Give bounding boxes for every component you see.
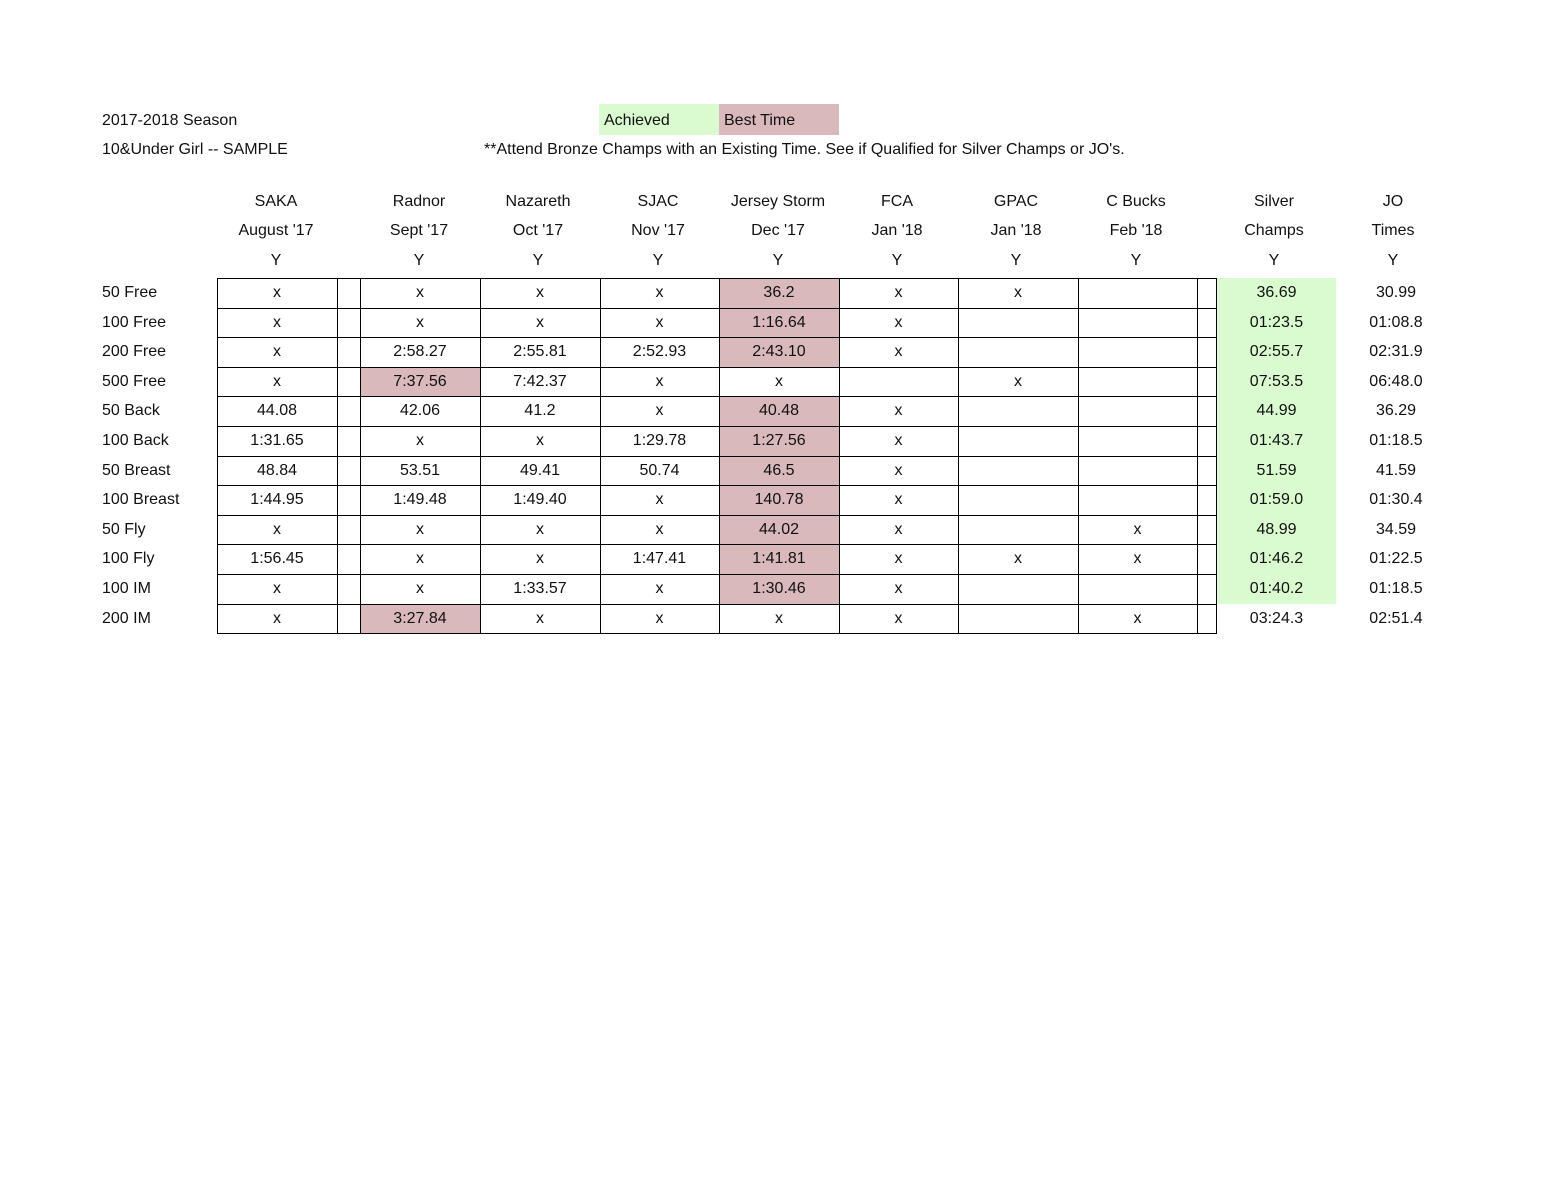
- column-date-4: Dec '17: [751, 222, 805, 239]
- table-cell: x: [416, 550, 424, 568]
- table-cell: [839, 367, 958, 397]
- column-flag-3: Y: [652, 252, 664, 269]
- table-cell: [1078, 337, 1197, 367]
- table-cell: 2:58.27: [393, 343, 447, 361]
- table-cell: 44.99: [1217, 396, 1336, 426]
- column-date-2: Oct '17: [512, 222, 564, 239]
- table-cell: [958, 396, 1078, 426]
- table-cell: 46.5: [719, 456, 839, 486]
- table-cell: 1:56.45: [250, 550, 304, 568]
- table-cell: x: [416, 313, 424, 331]
- event-label: 100 Breast: [102, 491, 180, 509]
- grid-line: [217, 396, 1217, 397]
- table-cell: x: [416, 580, 424, 597]
- table-cell: [1078, 456, 1197, 486]
- table-cell: 44.08: [256, 402, 298, 420]
- table-cell: x: [273, 520, 281, 538]
- grid-line: [217, 633, 1217, 634]
- column-flag-9: Y: [1387, 252, 1399, 269]
- table-cell: 01:23.5: [1217, 308, 1336, 338]
- table-cell: [958, 574, 1078, 604]
- table-cell: 2:43.10: [719, 337, 839, 367]
- table-cell: 36.2: [719, 278, 839, 308]
- table-cell: 53.51: [399, 461, 441, 479]
- table-cell: x: [894, 402, 903, 420]
- event-label: 100 Fly: [102, 550, 155, 568]
- season-label: 2017-2018 Season: [102, 112, 238, 129]
- column-name-5: FCA: [881, 193, 913, 210]
- table-cell: 01:18.5: [1369, 580, 1423, 597]
- table-cell: 1:41.81: [719, 544, 839, 574]
- table-cell: 140.78: [719, 485, 839, 515]
- table-cell: x: [655, 580, 664, 597]
- table-cell: x: [536, 284, 544, 301]
- table-cell: x: [273, 372, 281, 390]
- table-cell: x: [655, 372, 664, 390]
- grid-line: [217, 485, 1217, 486]
- table-cell: 7:37.56: [360, 367, 480, 397]
- event-label: 100 IM: [102, 580, 151, 597]
- table-cell: x: [416, 520, 424, 538]
- table-cell: [958, 426, 1078, 456]
- table-cell: 3:27.84: [360, 604, 480, 634]
- grid-line: [217, 515, 1217, 516]
- column-name-4: Jersey Storm: [730, 193, 826, 210]
- table-cell: 48.99: [1217, 515, 1336, 545]
- grid-line: [217, 308, 1217, 309]
- table-cell: 1:44.95: [250, 491, 304, 509]
- table-cell: 36.69: [1217, 278, 1336, 308]
- table-cell: [1078, 574, 1197, 604]
- table-cell: 50.74: [639, 461, 680, 479]
- table-cell: 01:18.5: [1369, 432, 1423, 449]
- column-flag-5: Y: [891, 252, 903, 269]
- table-cell: 42.06: [399, 402, 441, 420]
- table-cell: x: [1014, 550, 1022, 568]
- column-flag-0: Y: [270, 252, 282, 269]
- table-cell: 02:31.9: [1369, 343, 1423, 361]
- table-cell: 01:59.0: [1217, 485, 1336, 515]
- table-cell: x: [1133, 520, 1142, 538]
- table-cell: x: [536, 432, 544, 449]
- legend-best-time: Best Time: [719, 104, 839, 135]
- column-flag-2: Y: [532, 252, 544, 269]
- table-cell: [1078, 278, 1197, 308]
- table-cell: 02:55.7: [1217, 337, 1336, 367]
- event-label: 200 Free: [102, 343, 167, 361]
- table-cell: x: [894, 520, 903, 538]
- table-cell: 2:52.93: [632, 343, 687, 361]
- table-cell: 01:46.2: [1217, 544, 1336, 574]
- table-cell: [958, 485, 1078, 515]
- table-cell: x: [894, 284, 903, 301]
- table-cell: 1:27.56: [719, 426, 839, 456]
- column-flag-7: Y: [1130, 252, 1142, 269]
- table-cell: 2:55.81: [513, 343, 567, 361]
- table-cell: 41.2: [524, 402, 556, 420]
- table-cell: 07:53.5: [1217, 367, 1336, 397]
- table-cell: x: [273, 343, 281, 361]
- table-cell: 1:47.41: [632, 550, 687, 568]
- table-cell: x: [416, 284, 424, 301]
- table-cell: x: [655, 313, 664, 331]
- table-cell: x: [1133, 550, 1142, 568]
- table-cell: x: [655, 609, 664, 627]
- table-cell: x: [273, 313, 281, 331]
- table-cell: [958, 337, 1078, 367]
- event-label: 100 Free: [102, 313, 167, 331]
- table-cell: x: [536, 520, 544, 538]
- grid-line: [217, 367, 1217, 368]
- legend-achieved: Achieved: [599, 104, 719, 135]
- table-cell: [958, 604, 1078, 634]
- grid-line: [217, 574, 1217, 575]
- column-flag-1: Y: [413, 252, 425, 269]
- column-date-8: Champs: [1244, 222, 1304, 239]
- column-date-7: Feb '18: [1109, 222, 1163, 239]
- column-date-1: Sept '17: [389, 222, 449, 239]
- swimmer-group-label: 10&Under Girl -- SAMPLE: [102, 141, 288, 158]
- column-name-8: Silver: [1253, 193, 1295, 210]
- table-cell: x: [894, 343, 903, 361]
- event-label: 50 Free: [102, 284, 158, 301]
- table-cell: 03:24.3: [1249, 609, 1304, 627]
- table-cell: 1:30.46: [719, 574, 839, 604]
- table-cell: x: [655, 520, 664, 538]
- table-cell: 40.48: [719, 396, 839, 426]
- event-label: 500 Free: [102, 372, 167, 390]
- event-label: 100 Back: [102, 432, 169, 449]
- table-cell: 34.59: [1375, 520, 1417, 538]
- table-cell: 48.84: [256, 461, 298, 479]
- event-label: 50 Back: [102, 402, 160, 420]
- column-date-6: Jan '18: [990, 222, 1042, 239]
- table-cell: 02:51.4: [1369, 609, 1423, 627]
- table-cell: x: [655, 284, 664, 301]
- table-cell: 1:31.65: [250, 432, 304, 449]
- table-cell: x: [894, 491, 903, 509]
- table-cell: 1:49.48: [393, 491, 447, 509]
- grid-line: [217, 544, 1217, 545]
- table-cell: x: [1014, 284, 1022, 301]
- table-cell: x: [273, 580, 281, 597]
- grid-line: [217, 426, 1217, 427]
- table-cell: x: [894, 461, 903, 479]
- grid-line: [217, 337, 1217, 338]
- column-flag-6: Y: [1010, 252, 1022, 269]
- table-cell: x: [655, 402, 664, 420]
- table-cell: 1:49.40: [513, 491, 567, 509]
- column-name-9: JO: [1382, 193, 1404, 210]
- table-cell: 1:16.64: [719, 308, 839, 338]
- table-cell: 49.41: [519, 461, 561, 479]
- column-name-1: Radnor: [392, 193, 446, 210]
- table-cell: [1078, 367, 1197, 397]
- table-cell: [1078, 485, 1197, 515]
- column-date-0: August '17: [238, 222, 314, 239]
- table-cell: x: [894, 432, 903, 449]
- table-cell: x: [536, 550, 544, 568]
- table-cell: 01:43.7: [1217, 426, 1336, 456]
- column-flag-8: Y: [1268, 252, 1280, 269]
- table-cell: x: [894, 550, 903, 568]
- table-cell: 1:29.78: [632, 432, 687, 449]
- column-date-5: Jan '18: [871, 222, 923, 239]
- table-cell: x: [1014, 372, 1022, 390]
- table-cell: 36.29: [1375, 402, 1417, 420]
- table-cell: [1078, 396, 1197, 426]
- table-cell: 30.99: [1375, 284, 1417, 301]
- column-name-3: SJAC: [637, 193, 679, 210]
- table-cell: 51.59: [1217, 456, 1336, 486]
- table-cell: x: [416, 432, 424, 449]
- table-cell: x: [1133, 609, 1142, 627]
- table-cell: x: [775, 372, 783, 390]
- instruction-note: **Attend Bronze Champs with an Existing Time. See if Qualified for Silver Champs or JO's.: [484, 141, 1125, 158]
- table-cell: [1078, 426, 1197, 456]
- table-cell: 44.02: [719, 515, 839, 545]
- table-cell: x: [775, 609, 783, 627]
- grid-line: [217, 604, 1217, 605]
- column-name-6: GPAC: [993, 193, 1039, 210]
- column-date-9: Times: [1371, 222, 1415, 239]
- table-cell: 06:48.0: [1369, 372, 1423, 390]
- grid-line: [217, 278, 1217, 279]
- table-cell: 01:22.5: [1369, 550, 1423, 568]
- column-date-3: Nov '17: [631, 222, 685, 239]
- column-name-2: Nazareth: [505, 193, 571, 210]
- table-cell: 01:40.2: [1217, 574, 1336, 604]
- table-cell: x: [894, 609, 903, 627]
- table-cell: x: [655, 491, 664, 509]
- table-cell: x: [894, 313, 903, 331]
- column-name-7: C Bucks: [1106, 193, 1166, 210]
- table-cell: 1:33.57: [513, 580, 567, 597]
- event-label: 200 IM: [102, 609, 151, 627]
- table-cell: 01:30.4: [1369, 491, 1423, 509]
- table-cell: [1078, 308, 1197, 338]
- table-cell: [958, 515, 1078, 545]
- table-cell: x: [536, 609, 544, 627]
- event-label: 50 Breast: [102, 461, 171, 479]
- table-cell: x: [273, 284, 281, 301]
- column-flag-4: Y: [772, 252, 784, 269]
- grid-line: [217, 456, 1217, 457]
- table-cell: 01:08.8: [1369, 313, 1423, 331]
- table-cell: x: [536, 313, 544, 331]
- table-cell: 41.59: [1375, 461, 1417, 479]
- column-name-0: SAKA: [254, 193, 298, 210]
- table-cell: 7:42.37: [513, 372, 567, 390]
- table-cell: x: [894, 580, 903, 597]
- table-cell: [958, 308, 1078, 338]
- event-label: 50 Fly: [102, 520, 146, 538]
- table-cell: [958, 456, 1078, 486]
- table-cell: x: [273, 609, 281, 627]
